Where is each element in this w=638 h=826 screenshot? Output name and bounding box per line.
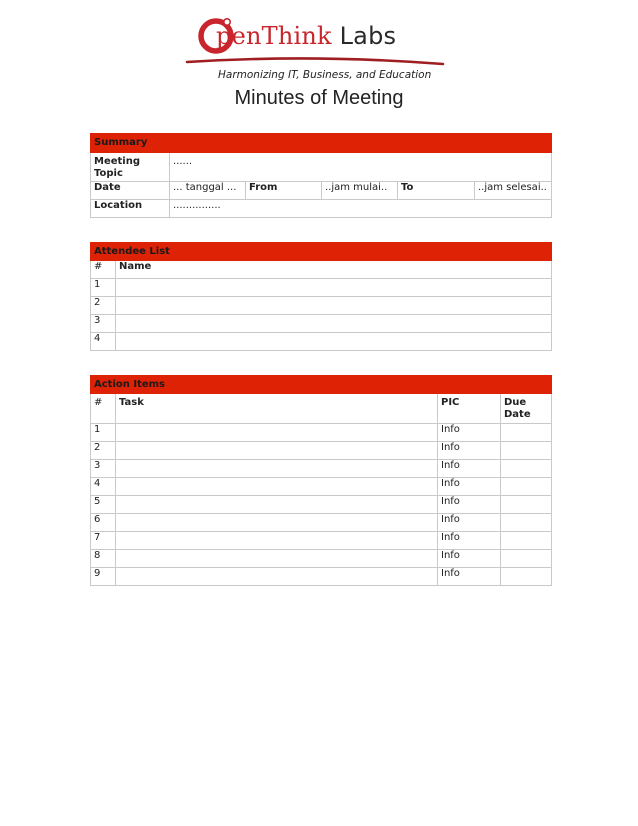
action-col-task: Task — [116, 394, 438, 424]
action-column-row — [91, 394, 552, 424]
attendee-table — [90, 242, 552, 351]
pic-cell[interactable]: Info — [438, 496, 501, 514]
row-number: 9 — [91, 568, 116, 586]
row-number: 4 — [91, 333, 116, 351]
from-label: From — [246, 182, 322, 200]
pic-cell[interactable]: Info — [438, 514, 501, 532]
logo-word-dark: Labs — [339, 22, 397, 50]
attendee-header: Attendee List — [91, 243, 552, 261]
location-value: ............... — [170, 200, 552, 218]
task-cell[interactable] — [116, 496, 438, 514]
pic-cell[interactable]: Info — [438, 442, 501, 460]
attendee-name-cell[interactable] — [116, 333, 552, 351]
action-header: Action Items — [91, 376, 552, 394]
meeting-topic-label: Meeting Topic — [91, 153, 170, 182]
table-row — [91, 532, 552, 550]
pic-cell[interactable]: Info — [438, 550, 501, 568]
action-col-num: # — [91, 394, 116, 424]
table-row — [91, 297, 552, 315]
table-row — [91, 333, 552, 351]
row-number: 3 — [91, 315, 116, 333]
row-number: 6 — [91, 514, 116, 532]
task-cell[interactable] — [116, 478, 438, 496]
due-date-cell[interactable] — [501, 478, 552, 496]
table-row — [91, 315, 552, 333]
due-date-cell[interactable] — [501, 442, 552, 460]
attendee-col-num: # — [91, 261, 116, 279]
table-row — [91, 568, 552, 586]
pic-cell[interactable]: Info — [438, 460, 501, 478]
row-number: 4 — [91, 478, 116, 496]
row-number: 3 — [91, 460, 116, 478]
table-row — [91, 496, 552, 514]
pic-cell[interactable]: Info — [438, 568, 501, 586]
attendee-name-cell[interactable] — [116, 279, 552, 297]
row-number: 5 — [91, 496, 116, 514]
summary-header-row — [91, 134, 552, 153]
row-number: 2 — [91, 442, 116, 460]
date-label: Date — [91, 182, 170, 200]
table-row — [91, 550, 552, 568]
pic-cell[interactable]: Info — [438, 478, 501, 496]
summary-table — [90, 133, 552, 218]
table-row — [91, 424, 552, 442]
table-row — [91, 460, 552, 478]
action-col-due: Due Date — [501, 394, 552, 424]
task-cell[interactable] — [116, 532, 438, 550]
to-value: ..jam selesai.. — [475, 182, 552, 200]
summary-date-row — [91, 182, 552, 200]
from-value: ..jam mulai.. — [322, 182, 398, 200]
table-row — [91, 442, 552, 460]
page-title: Minutes of Meeting — [234, 87, 404, 109]
due-date-cell[interactable] — [501, 424, 552, 442]
table-row — [91, 478, 552, 496]
table-row — [91, 514, 552, 532]
task-cell[interactable] — [116, 460, 438, 478]
location-label: Location — [91, 200, 170, 218]
task-cell[interactable] — [116, 424, 438, 442]
company-logo — [182, 14, 452, 86]
due-date-cell[interactable] — [501, 514, 552, 532]
row-number: 7 — [91, 532, 116, 550]
date-value: ... tanggal ... — [170, 182, 246, 200]
to-label: To — [398, 182, 475, 200]
attendee-col-name: Name — [116, 261, 552, 279]
attendee-name-cell[interactable] — [116, 297, 552, 315]
due-date-cell[interactable] — [501, 532, 552, 550]
logo-word-red: penThink — [216, 22, 332, 50]
due-date-cell[interactable] — [501, 550, 552, 568]
meeting-topic-value: ...... — [170, 153, 552, 182]
summary-header: Summary — [91, 134, 552, 153]
table-row — [91, 279, 552, 297]
task-cell[interactable] — [116, 442, 438, 460]
action-items-table — [90, 375, 552, 586]
due-date-cell[interactable] — [501, 460, 552, 478]
row-number: 2 — [91, 297, 116, 315]
logo-wordmark — [216, 22, 396, 50]
action-header-row — [91, 376, 552, 394]
task-cell[interactable] — [116, 550, 438, 568]
due-date-cell[interactable] — [501, 496, 552, 514]
logo-tagline: Harmonizing IT, Business, and Education — [218, 69, 432, 81]
pic-cell[interactable]: Info — [438, 532, 501, 550]
row-number: 8 — [91, 550, 116, 568]
attendee-name-cell[interactable] — [116, 315, 552, 333]
action-col-pic: PIC — [438, 394, 501, 424]
summary-location-row — [91, 200, 552, 218]
pic-cell[interactable]: Info — [438, 424, 501, 442]
task-cell[interactable] — [116, 568, 438, 586]
attendee-header-row — [91, 243, 552, 261]
due-date-cell[interactable] — [501, 568, 552, 586]
row-number: 1 — [91, 424, 116, 442]
task-cell[interactable] — [116, 514, 438, 532]
row-number: 1 — [91, 279, 116, 297]
summary-topic-row — [91, 153, 552, 182]
attendee-column-row — [91, 261, 552, 279]
